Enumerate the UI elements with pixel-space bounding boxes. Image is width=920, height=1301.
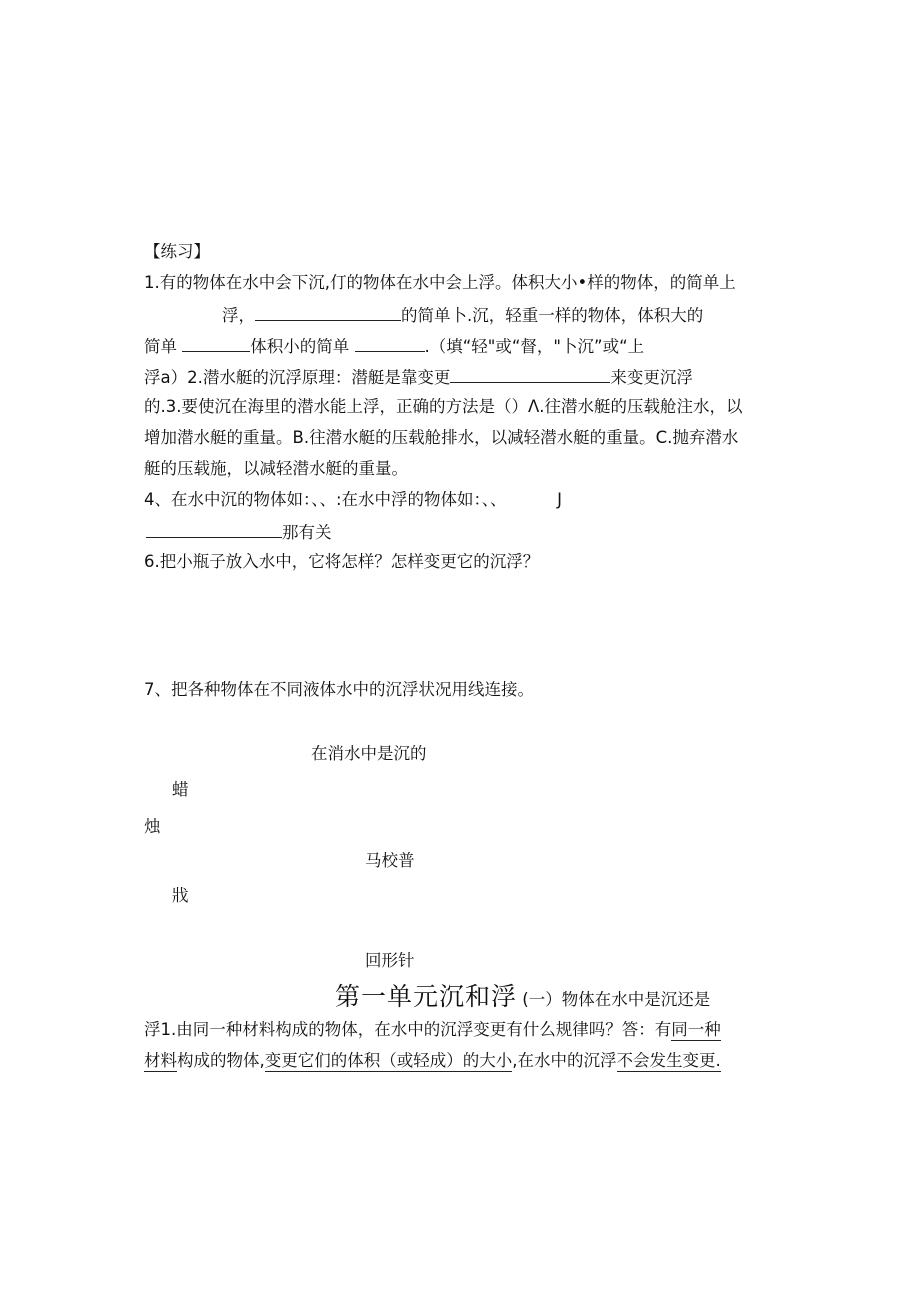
answer-title-line	[335, 982, 710, 1015]
answer-line-1	[144, 1018, 721, 1042]
fill-in-blank[interactable]	[146, 519, 282, 538]
q4-line-2	[146, 519, 332, 545]
fill-in-blank[interactable]	[255, 302, 401, 321]
answer-underlined-3: 变更它们的体积（或轻成）的大小	[264, 1051, 513, 1070]
q6-question: 6.把小瓶子放入水中，它将怎样？怎样变更它的沉浮？	[144, 552, 540, 571]
fill-in-blank[interactable]	[450, 364, 610, 383]
q1-line-2-text-b: 的简单卜.沉，轻重一样的物体，体积大的	[401, 306, 704, 325]
q1-line-1: 1.有的物体在水中会下沉,仃的物体在水中会上浮。体积大小•样的物体，的简单上	[144, 273, 736, 292]
q7-object-paperclip: 回形针	[365, 951, 415, 970]
q4-text-a: 4、在水中沉的物体如：、、:在水中浮的物体如：、、	[144, 490, 507, 509]
practice-header: 【练习】	[144, 242, 210, 261]
q2-text-b: 来变更沉浮	[610, 368, 693, 387]
answer-text-b: 构成的物体,	[177, 1051, 265, 1070]
unit-title-tail: (一）物体在水中是沉还是	[522, 990, 711, 1009]
fill-in-blank[interactable]	[355, 333, 425, 352]
q4-line-1	[144, 488, 562, 512]
q7-prompt: 7、把各种物体在不同液体水中的沉浮状况用线连接。	[144, 680, 534, 699]
q3-line-1: 的.3.要使沉在海里的潜水能上浮，正确的方法是（）Λ.往潜水艇的压载舱注水，以	[144, 397, 743, 416]
q3-line-3: 艇的压载施，以减轻潜水艇的重量。	[144, 459, 408, 478]
answer-underlined-1: 同一种	[671, 1020, 721, 1039]
q2-line	[144, 364, 693, 390]
q1-line-3-text-b: 体积小的简单	[250, 337, 350, 356]
answer-underlined-2: 材料	[144, 1051, 177, 1070]
q1-line-3-text-c: .（填“轻"或“督，"卜沉”或“上	[424, 337, 645, 356]
q7-object-candle-1: 蜡	[172, 780, 189, 799]
q2-text-a: 浮a）2.潜水艇的沉浮原理：潜艇是靠变更	[144, 368, 451, 387]
answer-text-c: ,在水中的沉浮	[512, 1051, 617, 1070]
q7-middle-label: 马校普	[365, 851, 415, 870]
q1-line-3	[144, 333, 644, 359]
answer-text-a: 浮1.由同一种材料构成的物体，在水中的沉浮变更有什么规律吗？答：有	[144, 1020, 672, 1039]
unit-title: 第一单元沉和浮	[335, 982, 518, 1011]
q1-line-2	[222, 302, 703, 328]
answer-line-2	[144, 1049, 721, 1073]
q1-line-3-text-a: 简单	[144, 337, 177, 356]
q7-object-2: 戕	[172, 886, 189, 905]
q3-line-2: 增加潜水艇的重量。B.往潜水艇的压载舱排水，以减轻潜水艇的重量。C.抛弃潜水	[144, 428, 739, 447]
fill-in-blank[interactable]	[182, 333, 250, 352]
q7-liquid-label: 在消水中是沉的	[311, 744, 427, 763]
q4-text-b: J	[557, 490, 562, 509]
answer-underlined-4: 不会发生变更.	[616, 1051, 721, 1070]
q1-line-2-text-a: 浮，	[222, 306, 255, 325]
q4-text-c: 那有关	[282, 523, 332, 542]
q7-object-candle-2: 烛	[144, 817, 161, 836]
